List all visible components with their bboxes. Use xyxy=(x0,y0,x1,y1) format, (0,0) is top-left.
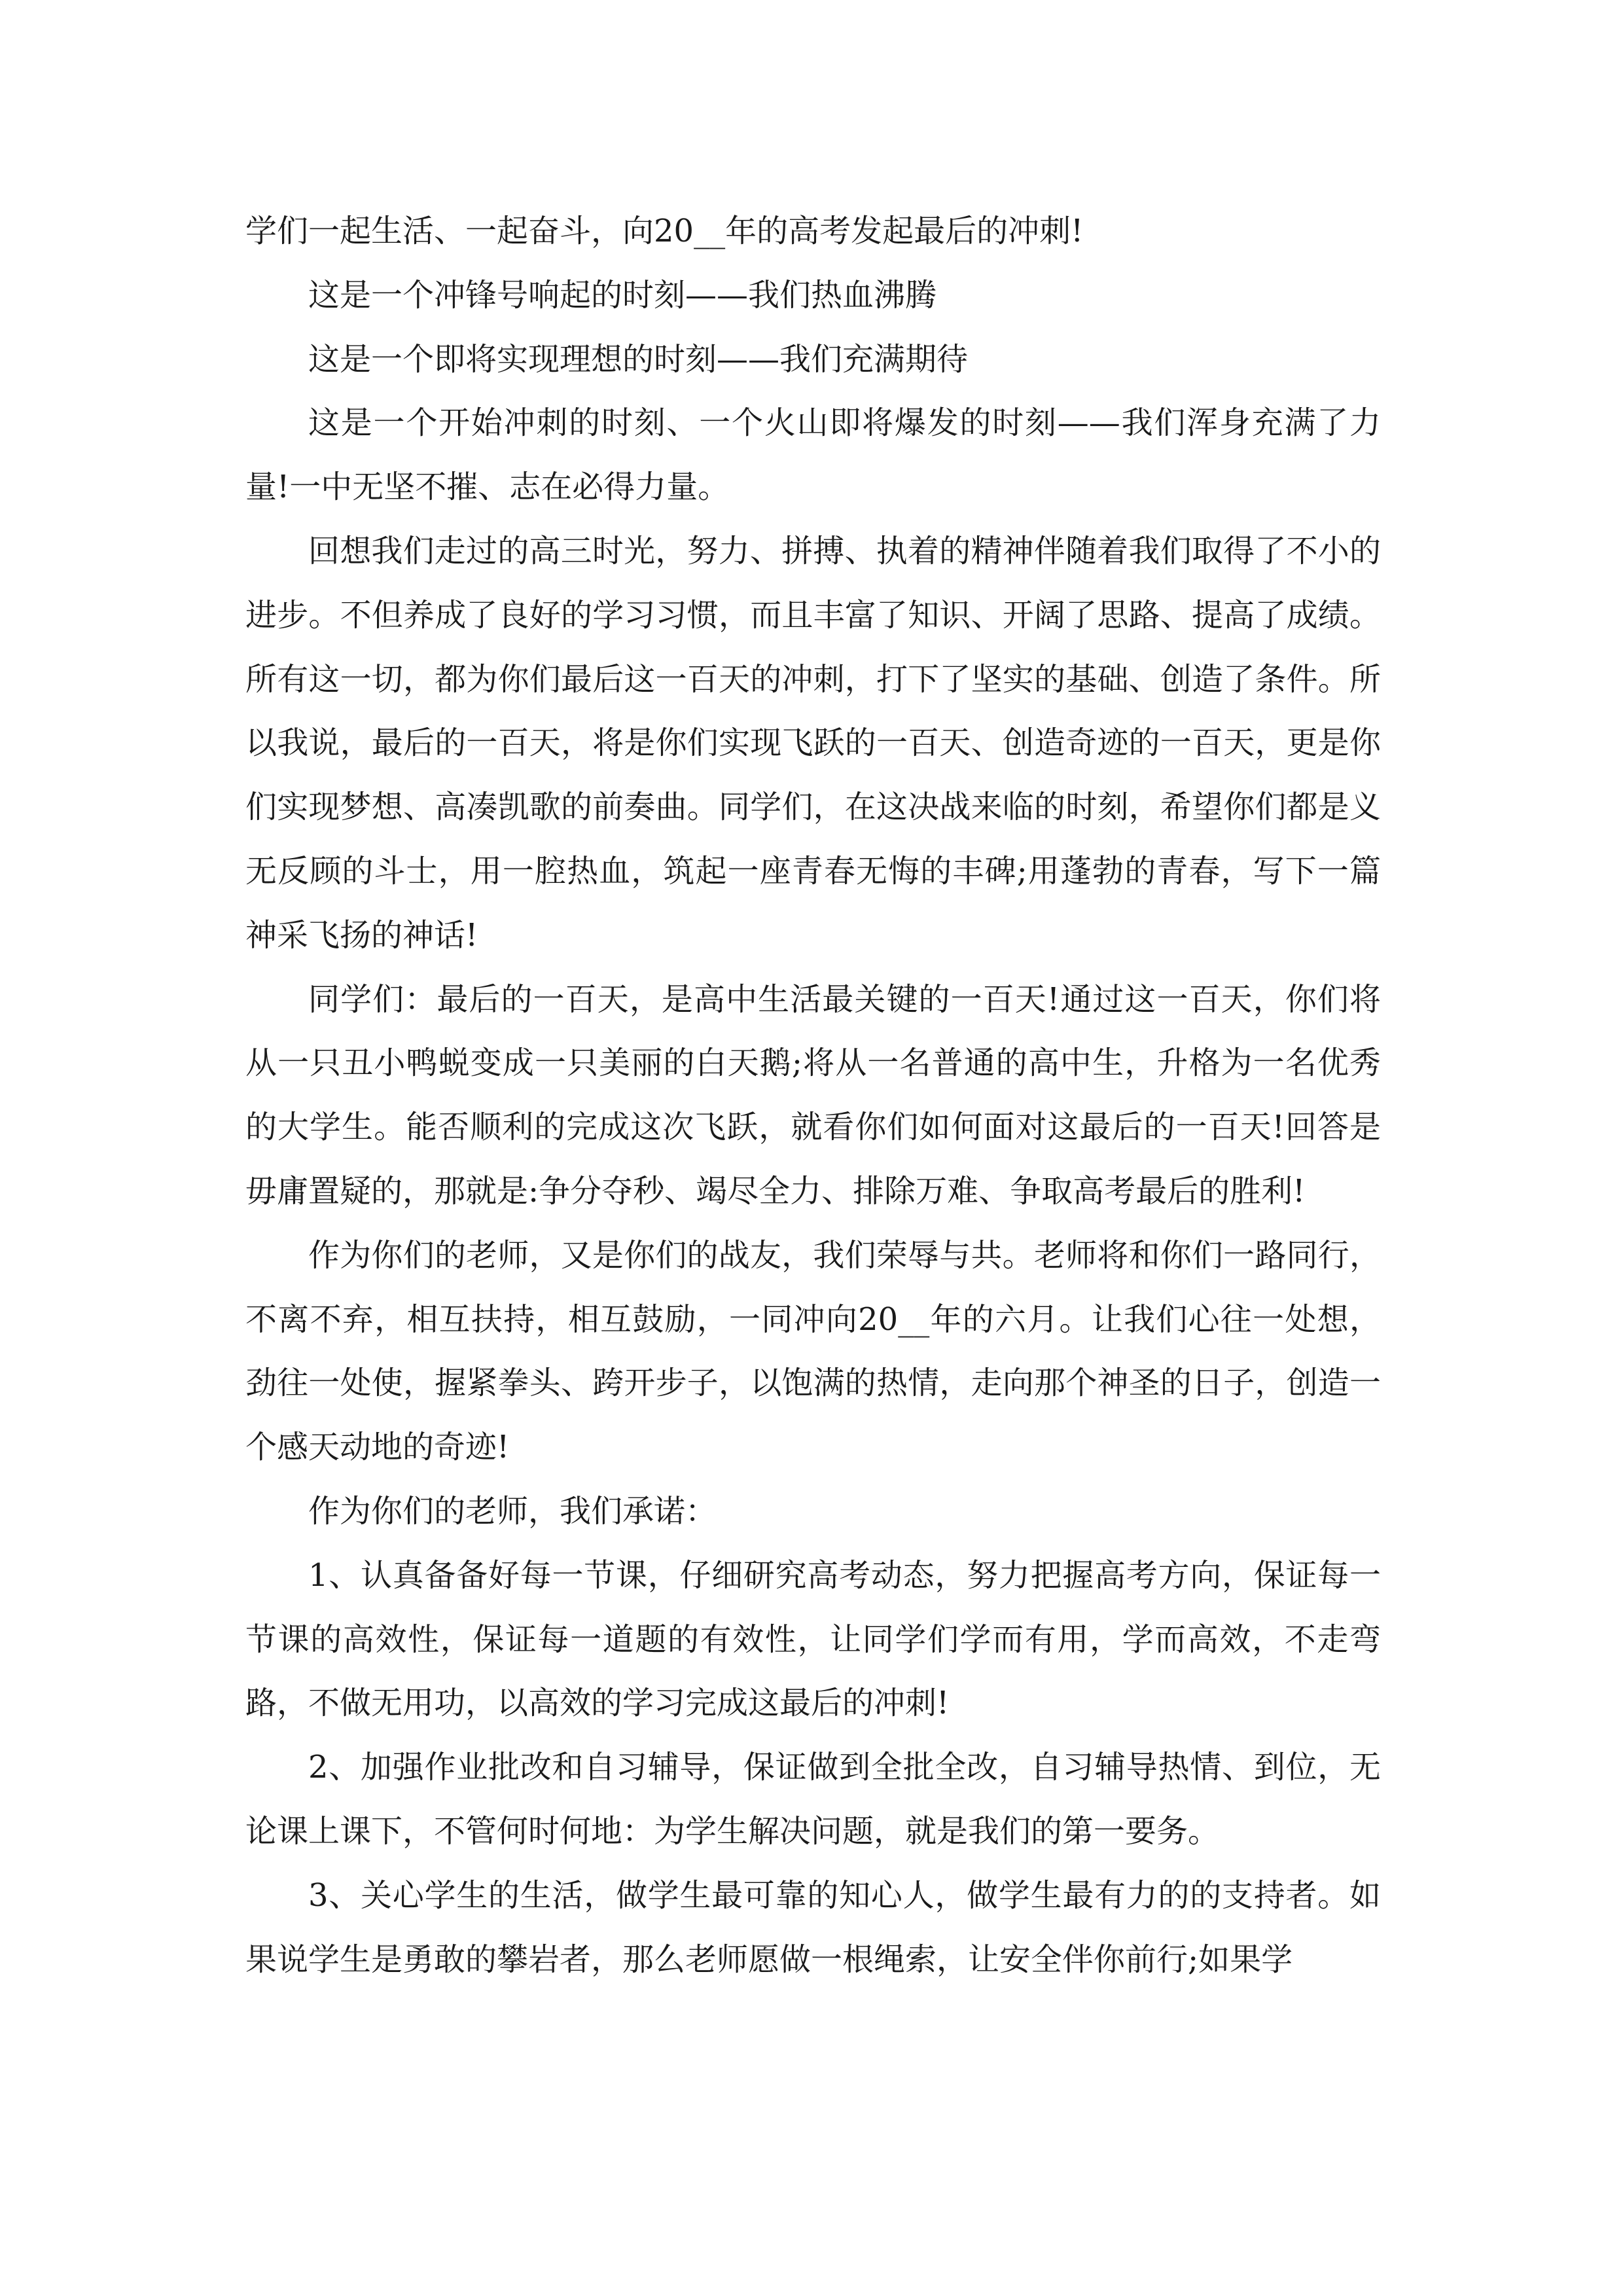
document-body xyxy=(245,200,1381,1992)
paragraph-1: 学们一起生活、一起奋斗，向20__年的高考发起最后的冲刺! xyxy=(245,213,1084,249)
list-item-3: 3、关心学生的生活，做学生最可靠的知心人，做学生最有力的的支持者。如果说学生是勇敢的攀岩者，那么老师愿做一根绳索，让安全伴你前行;如果学 xyxy=(245,1876,1381,1978)
paragraph-4: 这是一个开始冲刺的时刻、一个火山即将爆发的时刻——我们浑身充满了力量!一中无坚不摧、志在必得力量。 xyxy=(245,404,1381,506)
paragraph-8: 作为你们的老师，我们承诺： xyxy=(308,1492,717,1530)
list-item-1: 1、认真备备好每一节课，仔细研究高考动态，努力把握高考方向，保证每一节课的高效性，保证每一道题的有效性，让同学们学而有用，学而高效，不走弯路，不做无用功，以高效的学习完成这最后的冲刺! xyxy=(245,1556,1381,1722)
paragraph-7: 作为你们的老师，又是你们的战友，我们荣辱与共。老师将和你们一路同行，不离不弃，相互扶持，相互鼓励，一同冲向20__年的六月。让我们心往一处想，劲往一处使，握紧拳头、跨开步子，以饱满的热情，走向那个神圣的日子，创造一个感天动地的奇迹! xyxy=(245,1236,1381,1466)
paragraph-6: 同学们：最后的一百天，是高中生活最关键的一百天!通过这一百天，你们将从一只丑小鸭蜕变成一只美丽的白天鹅;将从一名普通的高中生，升格为一名优秀的大学生。能否顺利的完成这次飞跃，就看你们如何面对这最后的一百天!回答是毋庸置疑的，那就是:争分夺秒、竭尽全力、排除万难、争取高考最后的胜利! xyxy=(245,980,1381,1210)
paragraph-5: 回想我们走过的高三时光，努力、拼搏、执着的精神伴随着我们取得了不小的进步。不但养成了良好的学习习惯，而且丰富了知识、开阔了思路、提高了成绩。所有这一切，都为你们最后这一百天的冲刺，打下了坚实的基础、创造了条件。所以我说，最后的一百天，将是你们实现飞跃的一百天、创造奇迹的一百天，更是你们实现梦想、高凑凯歌的前奏曲。同学们，在这决战来临的时刻，希望你们都是义无反顾的斗士，用一腔热血，筑起一座青春无悔的丰碑;用蓬勃的青春，写下一篇神采飞扬的神话! xyxy=(245,532,1381,954)
paragraph-2: 这是一个冲锋号响起的时刻——我们热血沸腾 xyxy=(308,276,937,314)
list-item-2: 2、加强作业批改和自习辅导，保证做到全批全改，自习辅导热情、到位，无论课上课下，不管何时何地：为学生解决问题，就是我们的第一要务。 xyxy=(245,1749,1381,1850)
paragraph-3: 这是一个即将实现理想的时刻——我们充满期待 xyxy=(308,340,969,378)
